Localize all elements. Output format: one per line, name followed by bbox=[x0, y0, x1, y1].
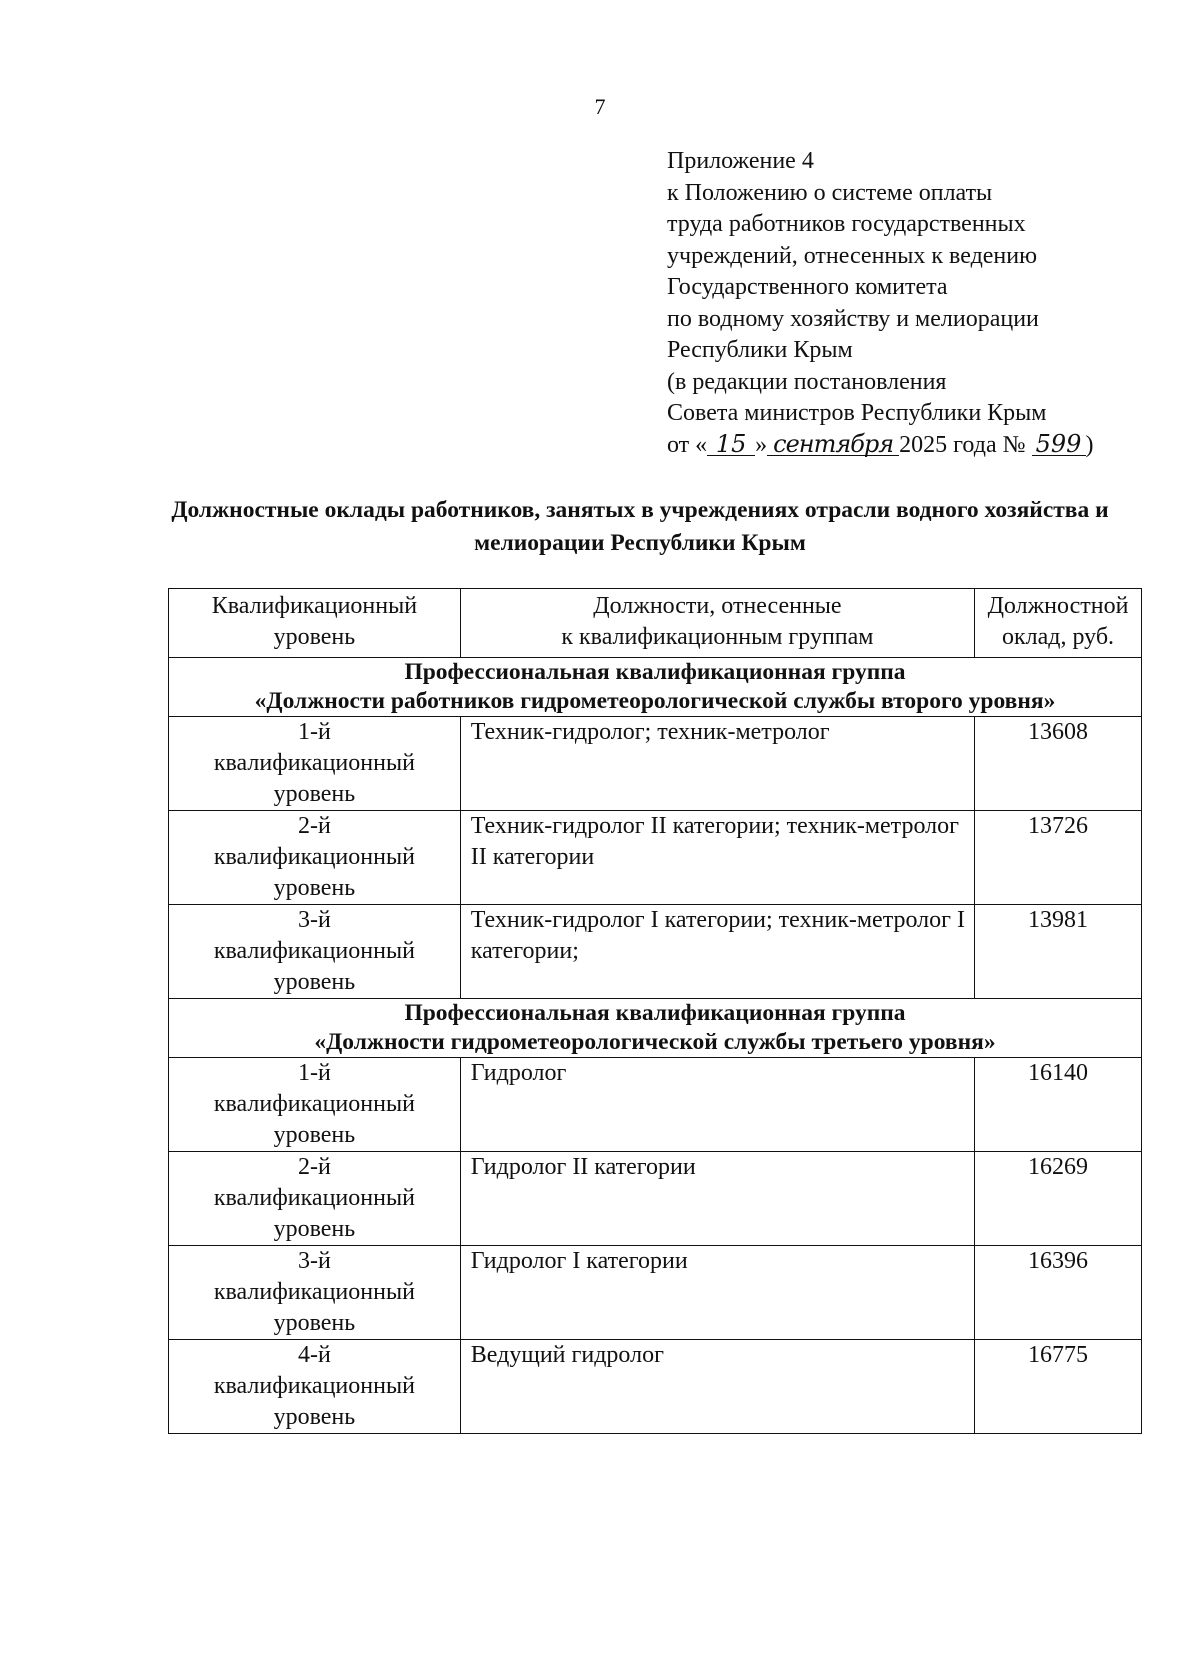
appendix-block bbox=[667, 146, 1147, 461]
table-row bbox=[169, 1340, 1142, 1434]
level-cell: 3-й квалификационный уровень bbox=[169, 1246, 461, 1340]
group-heading: Профессиональная квалификационная группа «Должности гидрометеорологической службы третьего уровня» bbox=[169, 999, 1142, 1058]
positions-cell: Техник-гидролог II категории; техник-метролог II категории bbox=[460, 811, 974, 905]
positions-cell: Техник-гидролог; техник-метролог bbox=[460, 717, 974, 811]
appendix-line: Совета министров Республики Крым bbox=[667, 400, 1047, 426]
group-heading-row bbox=[169, 658, 1142, 717]
header-level: Квалификационный уровень bbox=[169, 589, 461, 658]
table-row bbox=[169, 905, 1142, 999]
date-year-suffix: 2025 года № bbox=[899, 431, 1026, 458]
level-cell: 4-й квалификационный уровень bbox=[169, 1340, 461, 1434]
level-cell: 2-й квалификационный уровень bbox=[169, 811, 461, 905]
appendix-line: Республики Крым bbox=[667, 337, 853, 363]
positions-cell: Гидролог II категории bbox=[460, 1152, 974, 1246]
salary-cell: 16775 bbox=[975, 1340, 1142, 1434]
appendix-line: к Положению о системе оплаты bbox=[667, 179, 993, 206]
appendix-line: учреждений, отнесенных к ведению bbox=[667, 242, 1038, 269]
group-heading-row bbox=[169, 999, 1142, 1058]
document-title: Должностные оклады работников, занятых в учреждениях отрасли водного хозяйства и мелиорации Республики Крым bbox=[171, 497, 1109, 556]
header-salary: Должностной оклад, руб. bbox=[975, 589, 1142, 658]
date-prefix: от « bbox=[667, 431, 708, 458]
salary-cell: 16396 bbox=[975, 1246, 1142, 1340]
positions-cell: Гидролог bbox=[460, 1058, 974, 1152]
header-positions: Должности, отнесенные к квалификационным группам bbox=[460, 589, 974, 658]
handwritten-day: 15 bbox=[707, 433, 755, 456]
positions-cell: Гидролог I категории bbox=[460, 1246, 974, 1340]
level-cell: 2-й квалификационный уровень bbox=[169, 1152, 461, 1246]
level-cell: 1-й квалификационный уровень bbox=[169, 1058, 461, 1152]
table-header-row bbox=[169, 589, 1142, 658]
appendix-line: труда работников государственных bbox=[667, 211, 1026, 237]
salary-cell: 13608 bbox=[975, 717, 1142, 811]
appendix-line: по водному хозяйству и мелиорации bbox=[667, 305, 1039, 332]
appendix-line: Приложение 4 bbox=[667, 148, 814, 174]
appendix-line: (в редакции постановления bbox=[667, 368, 947, 395]
table-row bbox=[169, 811, 1142, 905]
page-number: 7 bbox=[594, 94, 606, 119]
salary-cell: 13726 bbox=[975, 811, 1142, 905]
positions-cell: Техник-гидролог I категории; техник-метролог I категории; bbox=[460, 905, 974, 999]
salary-cell: 13981 bbox=[975, 905, 1142, 999]
appendix-line: Государственного комитета bbox=[667, 274, 948, 300]
salary-table bbox=[168, 588, 1142, 1434]
positions-cell: Ведущий гидролог bbox=[460, 1340, 974, 1434]
salary-cell: 16140 bbox=[975, 1058, 1142, 1152]
decree-date-line: от « 15 » сентября 2025 года № 599 ) bbox=[667, 429, 1094, 458]
level-cell: 1-й квалификационный уровень bbox=[169, 717, 461, 811]
group-heading: Профессиональная квалификационная группа «Должности работников гидрометеорологической службы второго уровня» bbox=[169, 658, 1142, 717]
handwritten-month: сентября bbox=[767, 433, 899, 456]
salary-cell: 16269 bbox=[975, 1152, 1142, 1246]
table-row bbox=[169, 1246, 1142, 1340]
level-cell: 3-й квалификационный уровень bbox=[169, 905, 461, 999]
handwritten-doc-number: 599 bbox=[1032, 433, 1086, 456]
table-row bbox=[169, 717, 1142, 811]
table-row bbox=[169, 1058, 1142, 1152]
date-quote-close: » bbox=[755, 431, 768, 458]
table-row bbox=[169, 1152, 1142, 1246]
